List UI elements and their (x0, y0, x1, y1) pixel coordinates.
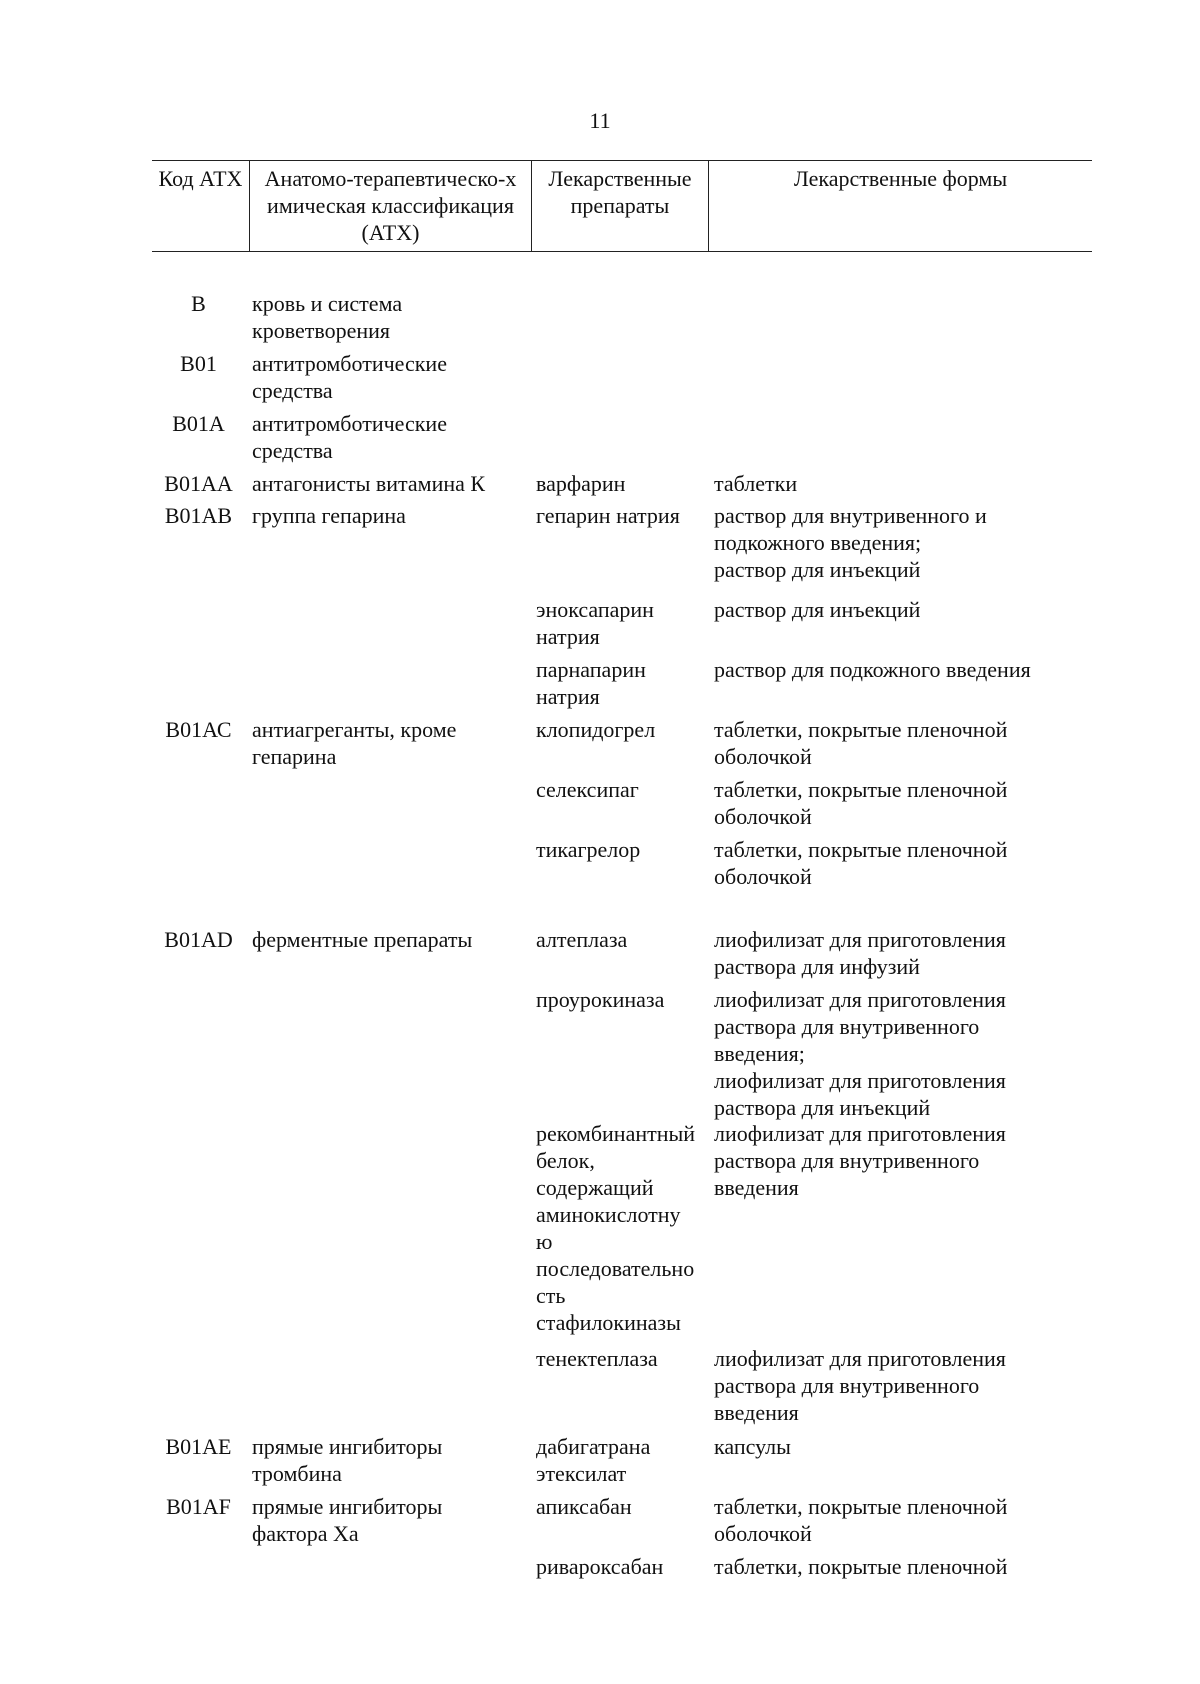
atx-code-text: В01АЕ (165, 1434, 232, 1459)
dosage-form-line: введения; (714, 1041, 805, 1066)
drug-name-line: дабигатрана (536, 1434, 651, 1459)
dosage-form-line: лиофилизат для приготовления (714, 1346, 1006, 1371)
drug-name (536, 836, 708, 863)
atx-classification-line: тромбина (252, 1461, 342, 1486)
atx-classification (252, 502, 532, 529)
atx-code (152, 1493, 245, 1520)
dosage-form (714, 986, 1086, 1121)
atx-code (152, 470, 245, 497)
dosage-form-line: раствора для инъекций (714, 1095, 931, 1120)
dosage-form-line: введения (714, 1175, 799, 1200)
dosage-form-line: раствор для подкожного введения (714, 657, 1031, 682)
atx-code-text: В01 (180, 351, 217, 376)
atx-classification-line: гепарина (252, 744, 337, 769)
drug-name-line: тикагрелор (536, 837, 641, 862)
dosage-form-line: таблетки (714, 471, 798, 496)
dosage-form (714, 1553, 1086, 1580)
header-dosage-forms (708, 161, 1092, 251)
dosage-form-line: раствор для внутривенного и (714, 503, 987, 528)
drug-name-line: апиксабан (536, 1494, 632, 1519)
dosage-form-line: оболочкой (714, 864, 812, 889)
atx-code (152, 290, 245, 317)
atx-code (152, 716, 245, 743)
atx-code-text: В01АВ (164, 503, 233, 528)
drug-name (536, 1553, 708, 1580)
drug-name-line: ю (536, 1229, 553, 1254)
drug-name (536, 716, 708, 743)
drug-name-line: рекомбинантный (536, 1121, 696, 1146)
header-line: Код АТХ (158, 166, 243, 191)
atx-classification-line: ферментные препараты (252, 927, 473, 952)
header-line: имическая классификация (267, 193, 514, 218)
atx-code-text: В (191, 291, 206, 316)
drug-name-line: белок, (536, 1148, 595, 1173)
dosage-form (714, 502, 1086, 583)
drug-name-line: натрия (536, 684, 600, 709)
drug-name-line: аминокислотну (536, 1202, 681, 1227)
drug-name (536, 926, 708, 953)
dosage-form (714, 776, 1086, 830)
atx-classification (252, 350, 532, 404)
dosage-form-line: введения (714, 1400, 799, 1425)
atx-code-text: В01АА (164, 471, 233, 496)
dosage-form (714, 470, 1086, 497)
drug-name-line: сть (536, 1283, 566, 1308)
atx-classification (252, 1433, 532, 1487)
drug-name-line: содержащий (536, 1175, 654, 1200)
atx-classification-line: кроветворения (252, 318, 390, 343)
header-line: препараты (570, 193, 670, 218)
dosage-form (714, 656, 1086, 683)
dosage-form (714, 1433, 1086, 1460)
header-line: Анатомо-терапевтическо-х (264, 166, 517, 191)
dosage-form (714, 926, 1086, 980)
atx-classification-line: группа гепарина (252, 503, 406, 528)
dosage-form-line: оболочкой (714, 804, 812, 829)
dosage-form-line: лиофилизат для приготовления (714, 987, 1006, 1012)
dosage-form-line: подкожного введения; (714, 530, 922, 555)
atx-classification-line: прямые ингибиторы (252, 1494, 443, 1519)
drug-name-line: клопидогрел (536, 717, 656, 742)
drug-name-line: последовательно (536, 1256, 695, 1281)
atx-classification-line: фактора Ха (252, 1521, 359, 1546)
drug-name-line: проурокиназа (536, 987, 665, 1012)
drug-name (536, 1493, 708, 1520)
atx-classification-line: прямые ингибиторы (252, 1434, 443, 1459)
drug-name-line: тенектеплаза (536, 1346, 658, 1371)
atx-classification-line: антиагреганты, кроме (252, 717, 457, 742)
dosage-form-line: оболочкой (714, 744, 812, 769)
dosage-form-line: лиофилизат для приготовления (714, 1121, 1006, 1146)
table-header (152, 160, 1092, 252)
drug-name (536, 1345, 708, 1372)
drug-name (536, 986, 708, 1013)
atx-code (152, 1433, 245, 1460)
header-line: (АТХ) (361, 220, 420, 245)
drug-name-line: ривароксабан (536, 1554, 664, 1579)
drug-name-line: варфарин (536, 471, 626, 496)
dosage-form (714, 1493, 1086, 1547)
dosage-form-line: раствор для инъекций (714, 597, 921, 622)
drug-name-line: парнапарин (536, 657, 646, 682)
atx-code (152, 502, 245, 529)
dosage-form-line: раствора для внутривенного (714, 1148, 980, 1173)
dosage-form (714, 836, 1086, 890)
drug-name (536, 596, 708, 650)
atx-classification-line: средства (252, 438, 333, 463)
atx-code (152, 926, 245, 953)
atx-classification (252, 926, 532, 953)
dosage-form (714, 596, 1086, 623)
drug-name (536, 656, 708, 710)
atx-code-text: В01AF (166, 1494, 231, 1519)
dosage-form-line: таблетки, покрытые пленочной (714, 1554, 1008, 1579)
dosage-form-line: раствор для инъекций (714, 557, 921, 582)
atx-classification-line: кровь и система (252, 291, 403, 316)
drug-name (536, 470, 708, 497)
header-line: Лекарственные (548, 166, 692, 191)
drug-name-line: этексилат (536, 1461, 627, 1486)
drug-name-line: селексипаг (536, 777, 639, 802)
atx-classification-line: антитромботические (252, 411, 447, 436)
dosage-form (714, 1120, 1086, 1201)
atx-classification (252, 290, 532, 344)
page-number: 11 (589, 108, 611, 133)
header-drugs (531, 161, 708, 251)
drug-name (536, 1120, 708, 1336)
atx-classification (252, 1493, 532, 1547)
header-atx-classification (249, 161, 531, 251)
atx-code-text: В01АС (165, 717, 232, 742)
dosage-form-line: оболочкой (714, 1521, 812, 1546)
atx-classification-line: антитромботические (252, 351, 447, 376)
atx-classification-line: антагонисты витамина К (252, 471, 486, 496)
drug-name-line: натрия (536, 624, 600, 649)
dosage-form-line: таблетки, покрытые пленочной (714, 777, 1008, 802)
drug-name-line: эноксапарин (536, 597, 654, 622)
drug-name-line: стафилокиназы (536, 1310, 681, 1335)
dosage-form-line: раствора для внутривенного (714, 1014, 980, 1039)
dosage-form-line: капсулы (714, 1434, 791, 1459)
dosage-form-line: раствора для внутривенного (714, 1373, 980, 1398)
atx-classification (252, 716, 532, 770)
atx-code (152, 410, 245, 437)
atx-classification (252, 470, 532, 497)
drug-name-line: алтеплаза (536, 927, 628, 952)
dosage-form-line: лиофилизат для приготовления (714, 1068, 1006, 1093)
drug-name (536, 1433, 708, 1487)
drug-name (536, 776, 708, 803)
header-line: Лекарственные формы (793, 166, 1008, 191)
dosage-form (714, 1345, 1086, 1426)
dosage-form-line: раствора для инфузий (714, 954, 920, 979)
header-atx-code (152, 161, 249, 251)
atx-code (152, 350, 245, 377)
drug-name (536, 502, 708, 529)
atx-code-text: В01А (172, 411, 225, 436)
atx-classification (252, 410, 532, 464)
atx-code-text: В01AD (164, 927, 233, 952)
dosage-form-line: таблетки, покрытые пленочной (714, 717, 1008, 742)
dosage-form-line: таблетки, покрытые пленочной (714, 1494, 1008, 1519)
dosage-form-line: лиофилизат для приготовления (714, 927, 1006, 952)
dosage-form (714, 716, 1086, 770)
drug-name-line: гепарин натрия (536, 503, 680, 528)
dosage-form-line: таблетки, покрытые пленочной (714, 837, 1008, 862)
atx-classification-line: средства (252, 378, 333, 403)
